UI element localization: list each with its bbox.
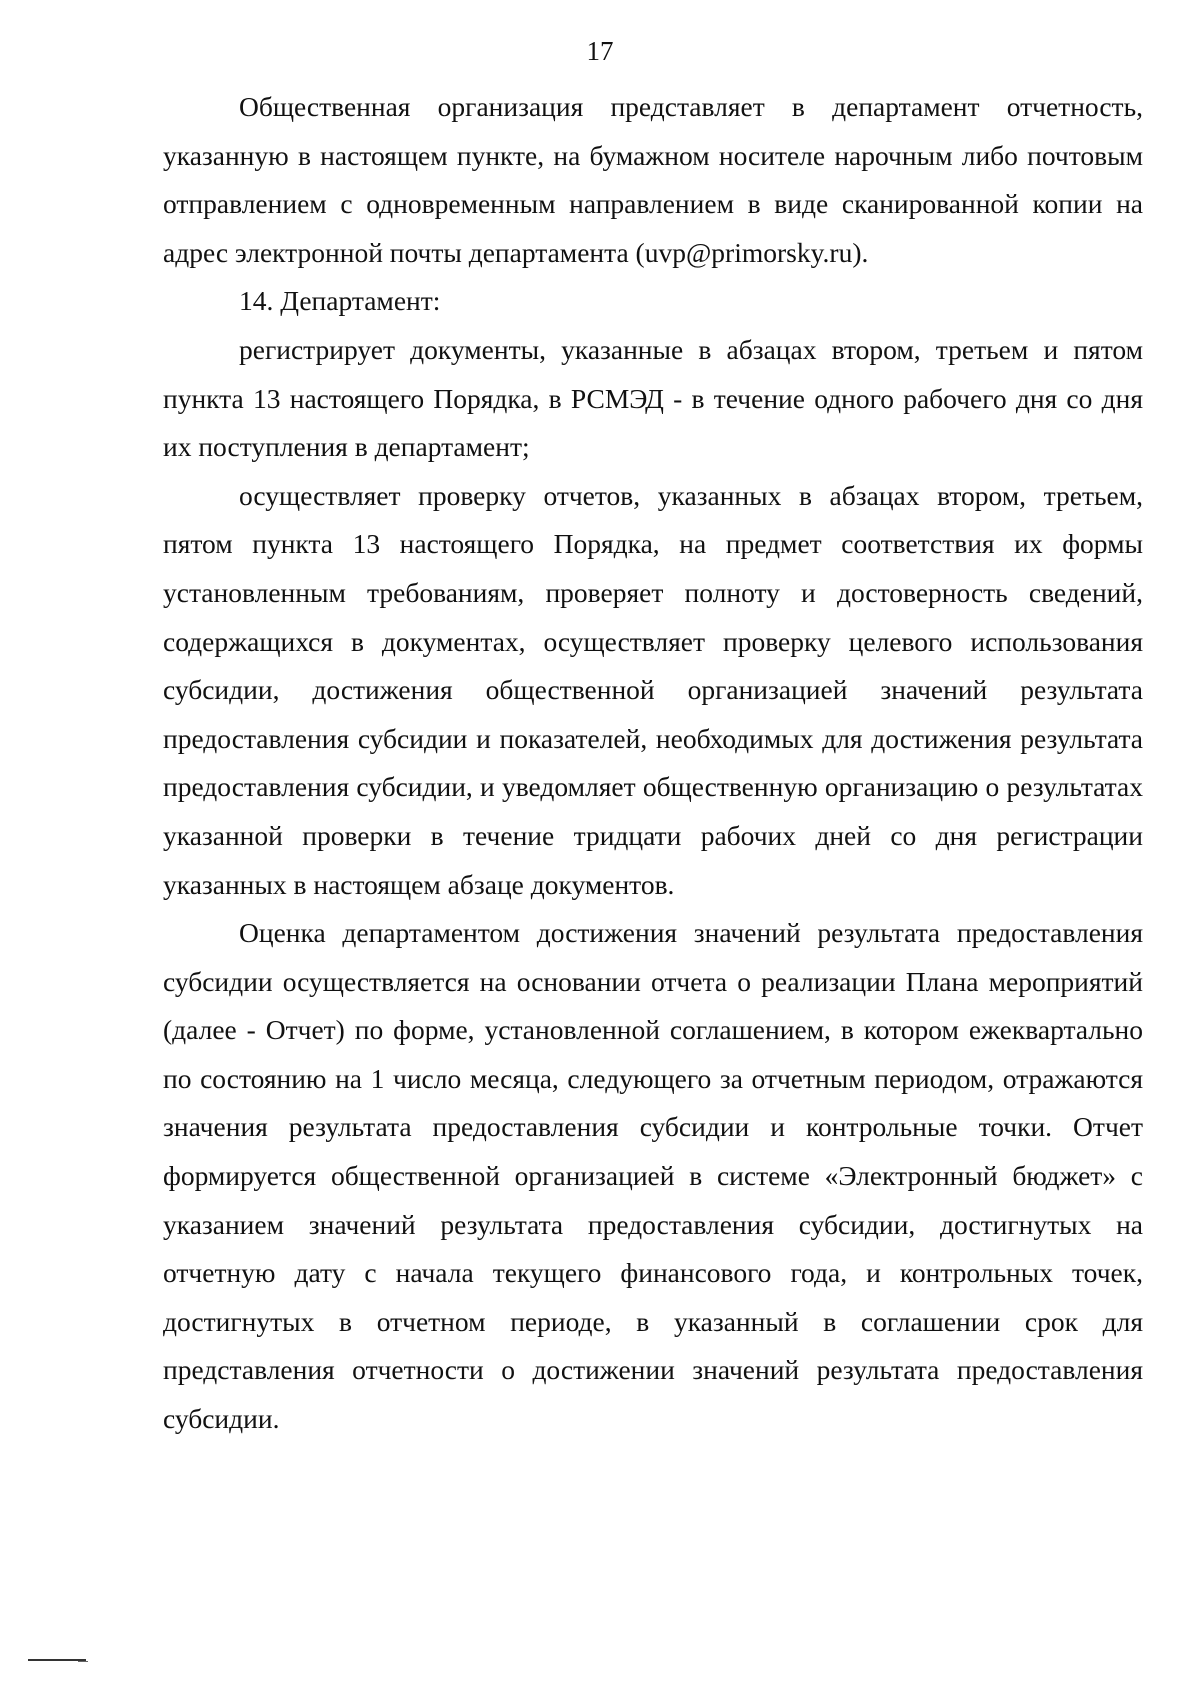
document-body xyxy=(163,83,1143,1444)
paragraph-report-verification: осуществляет проверку отчетов, указанных в абзацах втором, третьем, пятом пункта 13 настоящего Порядка, на предмет соответствия их формы установленным требованиям, проверяет полноту и достоверность сведений, содержащихся в документах, осуществляет проверку целевого использования субсидии, достижения общественной организацией значений результата предоставления субсидии и показателей, необходимых для достижения результата предоставления субсидии, и уведомляет общественную организацию о результатах указанной проверки в течение тридцати рабочих дней со дня регистрации указанных в настоящем абзаце документов. xyxy=(163,479,1143,900)
page-number: 17 xyxy=(586,36,614,66)
paragraph-results-evaluation: Оценка департаментом достижения значений результата предоставления субсидии осуществляется на основании отчета о реализации Плана мероприятий (далее - Отчет) по форме, установленной соглашением, в котором ежеквартально по состоянию на 1 число месяца, следующего за отчетным периодом, отражаются значения результата предоставления субсидии и контрольные точки. Отчет формируется общественной организацией в системе «Электронный бюджет» с указанием значений результата предоставления субсидии, достигнутых на отчетную дату с начала текущего финансового года, и контрольных точек, достигнутых в отчетном периоде, в указанный в соглашении срок для представления отчетности о достижении значений результата предоставления субсидии. xyxy=(163,917,1143,1435)
paragraph-reporting-submission: Общественная организация представляет в департамент отчетность, указанную в настоящем пункте, на бумажном носителе нарочным либо почтовым отправлением с одновременным направлением в виде сканированной копии на адрес электронной почты департамента (uvp@primorsky.ru). xyxy=(163,91,1143,268)
scan-edge-tick xyxy=(78,1661,88,1662)
paragraph-document-registration: регистрирует документы, указанные в абзацах втором, третьем и пятом пункта 13 настоящего Порядка, в РСМЭД - в течение одного рабочего дня со дня их поступления в департамент; xyxy=(163,333,1143,463)
paragraph-section-14-heading: 14. Департамент: xyxy=(239,285,441,317)
